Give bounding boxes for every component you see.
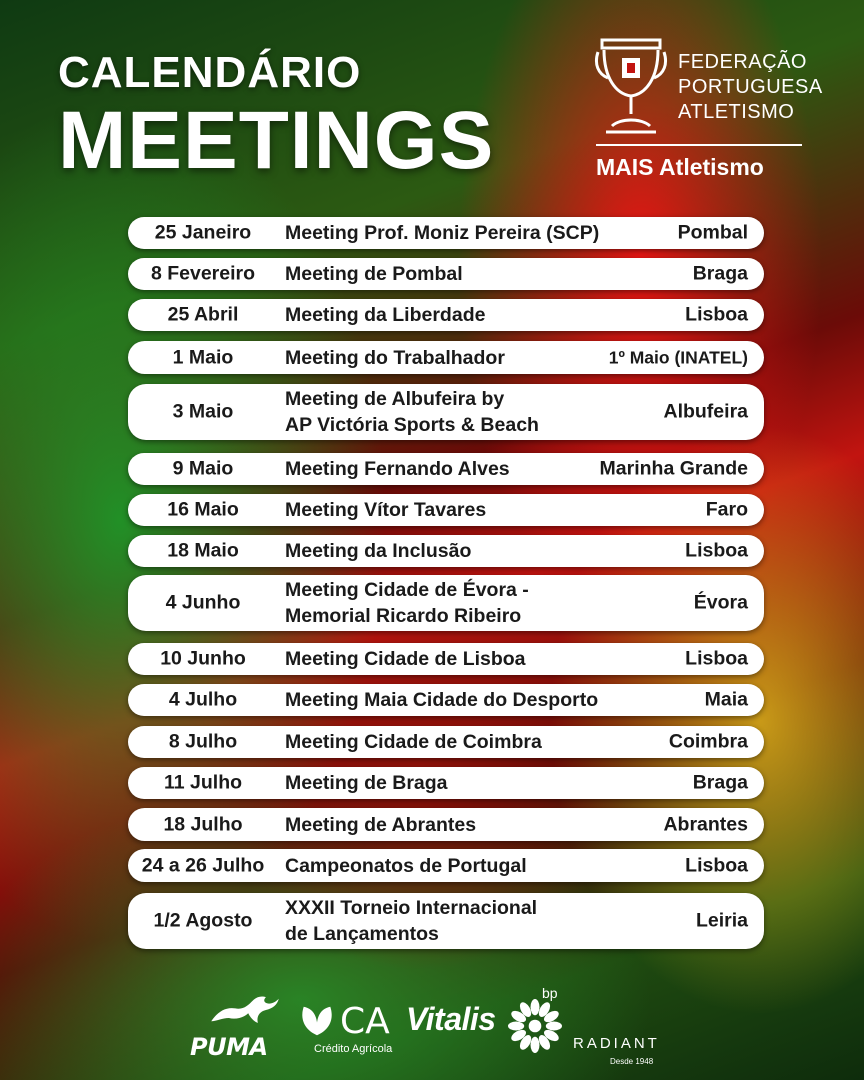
event-row bbox=[128, 217, 764, 249]
event-name bbox=[285, 497, 486, 523]
event-city: Évora bbox=[693, 591, 748, 614]
slogan-bold: MAIS bbox=[596, 154, 654, 180]
event-date: 18 Julho bbox=[163, 813, 243, 835]
bp-wordmark: bp bbox=[542, 985, 558, 1001]
radiant-subtitle: Desde 1948 bbox=[610, 1057, 654, 1066]
bp-logo bbox=[506, 985, 566, 1055]
event-row bbox=[128, 494, 764, 526]
event-city: Lisboa bbox=[685, 854, 748, 876]
trophy-shield-emblem-icon bbox=[594, 34, 668, 134]
event-date: 18 Maio bbox=[167, 539, 239, 562]
event-row bbox=[128, 453, 764, 485]
leaf-icon bbox=[298, 1001, 336, 1039]
event-row bbox=[128, 575, 764, 631]
event-date: 1 Maio bbox=[172, 346, 234, 368]
event-date: 1/2 Agosto bbox=[153, 909, 253, 932]
sponsors-bar bbox=[180, 985, 700, 1065]
event-name-line: Meeting Prof. Moniz Pereira (SCP) bbox=[285, 222, 600, 244]
event-name bbox=[285, 770, 448, 796]
event-row bbox=[128, 767, 764, 799]
federation-slogan bbox=[596, 154, 764, 181]
ca-subtitle: Crédito Agrícola bbox=[314, 1043, 393, 1055]
slogan-rest: Atletismo bbox=[659, 154, 764, 180]
title-line-1: CALENDÁRIO bbox=[58, 48, 362, 97]
puma-cat-icon bbox=[208, 993, 282, 1027]
puma-logo bbox=[190, 999, 282, 1059]
event-name-line: Meeting da Inclusão bbox=[285, 540, 472, 562]
event-name bbox=[285, 687, 598, 713]
event-row bbox=[128, 299, 764, 331]
event-date: 25 Abril bbox=[167, 303, 239, 326]
federation-name-line-3: ATLETISMO bbox=[678, 101, 795, 123]
event-date: 11 Julho bbox=[163, 771, 243, 794]
title-line-2: MEETINGS bbox=[58, 95, 495, 186]
event-name bbox=[285, 345, 505, 371]
event-city: Lisboa bbox=[685, 539, 748, 562]
event-date: 3 Maio bbox=[172, 400, 234, 423]
event-name bbox=[285, 261, 463, 287]
event-name-line: Meeting de Pombal bbox=[285, 263, 463, 285]
event-city: Leiria bbox=[695, 909, 748, 932]
event-city: Braga bbox=[692, 771, 748, 794]
event-date: 24 a 26 Julho bbox=[141, 854, 265, 876]
event-date: 4 Junho bbox=[165, 591, 241, 614]
event-row bbox=[128, 893, 764, 949]
vitalis-logo: Vitalis bbox=[406, 1001, 496, 1037]
event-row bbox=[128, 384, 764, 440]
event-name-line: Meeting de Braga bbox=[285, 772, 448, 794]
event-date: 10 Junho bbox=[160, 647, 246, 670]
event-name-line: Meeting Cidade de Évora - bbox=[285, 579, 529, 601]
event-name-line: Meeting do Trabalhador bbox=[285, 346, 505, 369]
event-date: 25 Janeiro bbox=[154, 221, 252, 244]
credito-agricola-logo bbox=[298, 995, 398, 1065]
event-name bbox=[285, 812, 476, 838]
event-date: 16 Maio bbox=[167, 498, 239, 521]
event-city: Lisboa bbox=[685, 647, 748, 670]
event-name bbox=[285, 538, 471, 564]
event-city: Lisboa bbox=[685, 303, 748, 326]
event-name bbox=[285, 577, 529, 629]
event-row bbox=[128, 258, 764, 290]
event-city: Faro bbox=[705, 498, 748, 521]
event-name-line: Meeting Maia Cidade do Desporto bbox=[285, 689, 599, 711]
event-name bbox=[285, 895, 537, 947]
event-name-line: Meeting de Albufeira by bbox=[285, 388, 505, 410]
event-date: 8 Julho bbox=[168, 730, 238, 753]
event-name-line: XXXII Torneio Internacional bbox=[285, 897, 538, 919]
event-city: Braga bbox=[692, 262, 748, 285]
federation-name bbox=[678, 50, 823, 125]
event-name-line: Meeting de Abrantes bbox=[285, 813, 477, 836]
ca-wordmark: CA bbox=[340, 1001, 390, 1042]
event-name-line: Meeting Cidade de Lisboa bbox=[285, 648, 526, 670]
event-name-line: Memorial Ricardo Ribeiro bbox=[285, 605, 522, 627]
federation-divider bbox=[596, 144, 802, 146]
event-date: 9 Maio bbox=[172, 457, 234, 480]
event-name bbox=[285, 220, 599, 246]
event-name bbox=[285, 729, 542, 755]
event-city: Coimbra bbox=[668, 730, 748, 753]
event-date: 8 Fevereiro bbox=[150, 262, 256, 285]
event-row bbox=[128, 643, 764, 675]
event-name-line: Meeting da Liberdade bbox=[285, 304, 486, 326]
event-name bbox=[285, 456, 510, 482]
event-row bbox=[128, 684, 764, 716]
event-name-line: Campeonatos de Portugal bbox=[285, 854, 527, 877]
event-row bbox=[128, 535, 764, 567]
event-name-line: Meeting Vítor Tavares bbox=[285, 499, 487, 521]
event-city: Albufeira bbox=[663, 400, 748, 423]
event-city: Pombal bbox=[677, 221, 748, 244]
event-row bbox=[128, 341, 764, 374]
event-name bbox=[285, 386, 539, 438]
event-city: Marinha Grande bbox=[599, 457, 748, 480]
event-row bbox=[128, 726, 764, 758]
event-date: 4 Julho bbox=[168, 688, 238, 711]
event-name bbox=[285, 853, 527, 879]
event-name bbox=[285, 646, 526, 672]
event-city: Maia bbox=[704, 688, 748, 711]
event-name-line: Meeting Fernando Alves bbox=[285, 458, 510, 480]
event-row bbox=[128, 808, 764, 841]
event-name-line: de Lançamentos bbox=[285, 923, 439, 945]
event-row bbox=[128, 849, 764, 882]
federation-name-line-1: FEDERAÇÃO bbox=[678, 51, 807, 73]
radiant-logo: RADIANT bbox=[573, 1035, 660, 1052]
bp-helios-icon bbox=[508, 999, 562, 1053]
event-name bbox=[285, 302, 485, 328]
event-city: 1º Maio (INATEL) bbox=[608, 347, 748, 367]
puma-wordmark: PUMA bbox=[190, 1033, 268, 1061]
event-city: Abrantes bbox=[663, 813, 748, 835]
federation-name-line-2: PORTUGUESA bbox=[678, 76, 823, 98]
event-name-line: Meeting Cidade de Coimbra bbox=[285, 731, 542, 753]
federation-logo bbox=[592, 30, 823, 190]
event-name-line: AP Victória Sports & Beach bbox=[285, 414, 539, 436]
